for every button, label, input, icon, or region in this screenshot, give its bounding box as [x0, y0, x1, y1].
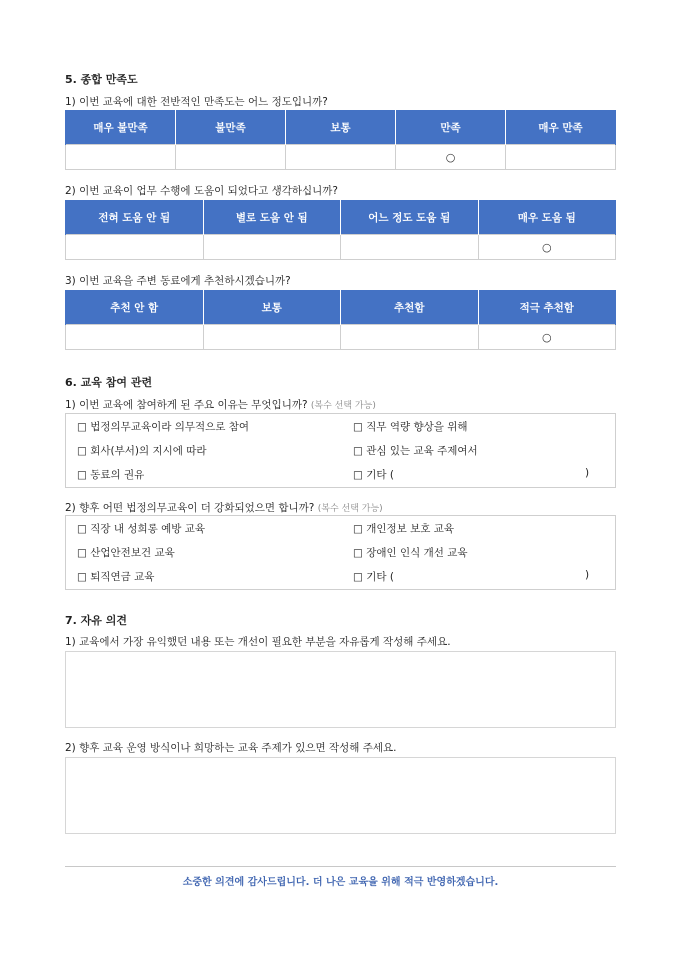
- rating-header: 보통: [286, 110, 396, 145]
- question-5-3: 3) 이번 교육을 주변 동료에게 추천하시겠습니까?: [65, 275, 291, 287]
- free-comment-box-2[interactable]: [65, 757, 616, 834]
- free-comment-box-1[interactable]: [65, 651, 616, 728]
- question-text: 1) 이번 교육에 참여하게 된 주요 이유는 무엇입니까?: [65, 399, 308, 411]
- rating-header: 전혀 도움 안 됨: [66, 200, 204, 235]
- multi-select-note: (복수 선택 가능): [310, 401, 376, 411]
- checkbox-option[interactable]: □ 장애인 인식 개선 교육: [353, 547, 468, 559]
- rating-header: 적극 추천함: [478, 290, 616, 325]
- section-7-title: 7. 자유 의견: [65, 614, 127, 627]
- section-6-title: 6. 교육 참여 관련: [65, 376, 153, 389]
- question-6-1: [65, 397, 376, 412]
- question-text: 2) 향후 어떤 법정의무교육이 더 강화되었으면 합니까?: [65, 502, 315, 514]
- rating-cell[interactable]: [286, 145, 396, 170]
- section-5-title: 5. 종합 만족도: [65, 73, 138, 86]
- rating-table-5-3: [65, 290, 616, 350]
- rating-header: 어느 정도 도움 됨: [341, 200, 479, 235]
- rating-cell[interactable]: [203, 235, 341, 260]
- options-box-6-1: [65, 413, 616, 488]
- other-close-paren: ): [585, 569, 590, 581]
- rating-cell[interactable]: [66, 325, 204, 350]
- rating-header: 불만족: [176, 110, 286, 145]
- rating-cell[interactable]: [341, 325, 479, 350]
- rating-header: 매우 불만족: [66, 110, 176, 145]
- checkbox-option-other[interactable]: □ 기타 (: [353, 571, 394, 583]
- checkbox-option-other[interactable]: □ 기타 (: [353, 469, 394, 481]
- checkbox-option[interactable]: □ 퇴직연금 교육: [77, 571, 155, 583]
- rating-cell[interactable]: [66, 145, 176, 170]
- footer-divider: [65, 866, 616, 867]
- question-5-1: 1) 이번 교육에 대한 전반적인 만족도는 어느 정도입니까?: [65, 96, 328, 108]
- checkbox-option[interactable]: □ 동료의 권유: [77, 469, 145, 481]
- rating-header: 만족: [396, 110, 506, 145]
- checkbox-option[interactable]: □ 법정의무교육이라 의무적으로 참여: [77, 421, 250, 433]
- multi-select-note: (복수 선택 가능): [317, 504, 383, 514]
- other-close-paren: ): [585, 467, 590, 479]
- checkbox-option[interactable]: □ 직장 내 성희롱 예방 교육: [77, 523, 206, 535]
- question-5-2: 2) 이번 교육이 업무 수행에 도움이 되었다고 생각하십니까?: [65, 185, 339, 197]
- rating-header: 별로 도움 안 됨: [203, 200, 341, 235]
- checkbox-option[interactable]: □ 회사(부서)의 지시에 따라: [77, 445, 207, 457]
- checkbox-option[interactable]: □ 관심 있는 교육 주제여서: [353, 445, 478, 457]
- rating-header: 매우 만족: [506, 110, 616, 145]
- rating-cell[interactable]: [203, 325, 341, 350]
- checkbox-option[interactable]: □ 산업안전보건 교육: [77, 547, 175, 559]
- checkbox-option[interactable]: □ 개인정보 보호 교육: [353, 523, 455, 535]
- rating-header: 추천 안 함: [66, 290, 204, 325]
- question-7-2: 2) 향후 교육 운영 방식이나 희망하는 교육 주제가 있으면 작성해 주세요.: [65, 742, 397, 754]
- footer-message: 소중한 의견에 감사드립니다. 더 나은 교육을 위해 적극 반영하겠습니다.: [182, 877, 499, 888]
- rating-cell[interactable]: [341, 235, 479, 260]
- question-7-1: 1) 교육에서 가장 유익했던 내용 또는 개선이 필요한 부분을 자유롭게 작성해 주세요.: [65, 636, 451, 648]
- rating-header: 추천함: [341, 290, 479, 325]
- rating-cell[interactable]: [66, 235, 204, 260]
- checkbox-option[interactable]: □ 직무 역량 향상을 위해: [353, 421, 468, 433]
- question-6-2: [65, 500, 383, 515]
- rating-table-5-2: [65, 200, 616, 260]
- options-box-6-2: [65, 515, 616, 590]
- rating-cell[interactable]: [506, 145, 616, 170]
- rating-cell[interactable]: ○: [478, 325, 616, 350]
- rating-header: 보통: [203, 290, 341, 325]
- rating-cell[interactable]: ○: [478, 235, 616, 260]
- rating-header: 매우 도움 됨: [478, 200, 616, 235]
- rating-cell[interactable]: ○: [396, 145, 506, 170]
- rating-cell[interactable]: [176, 145, 286, 170]
- rating-table-5-1: [65, 110, 616, 170]
